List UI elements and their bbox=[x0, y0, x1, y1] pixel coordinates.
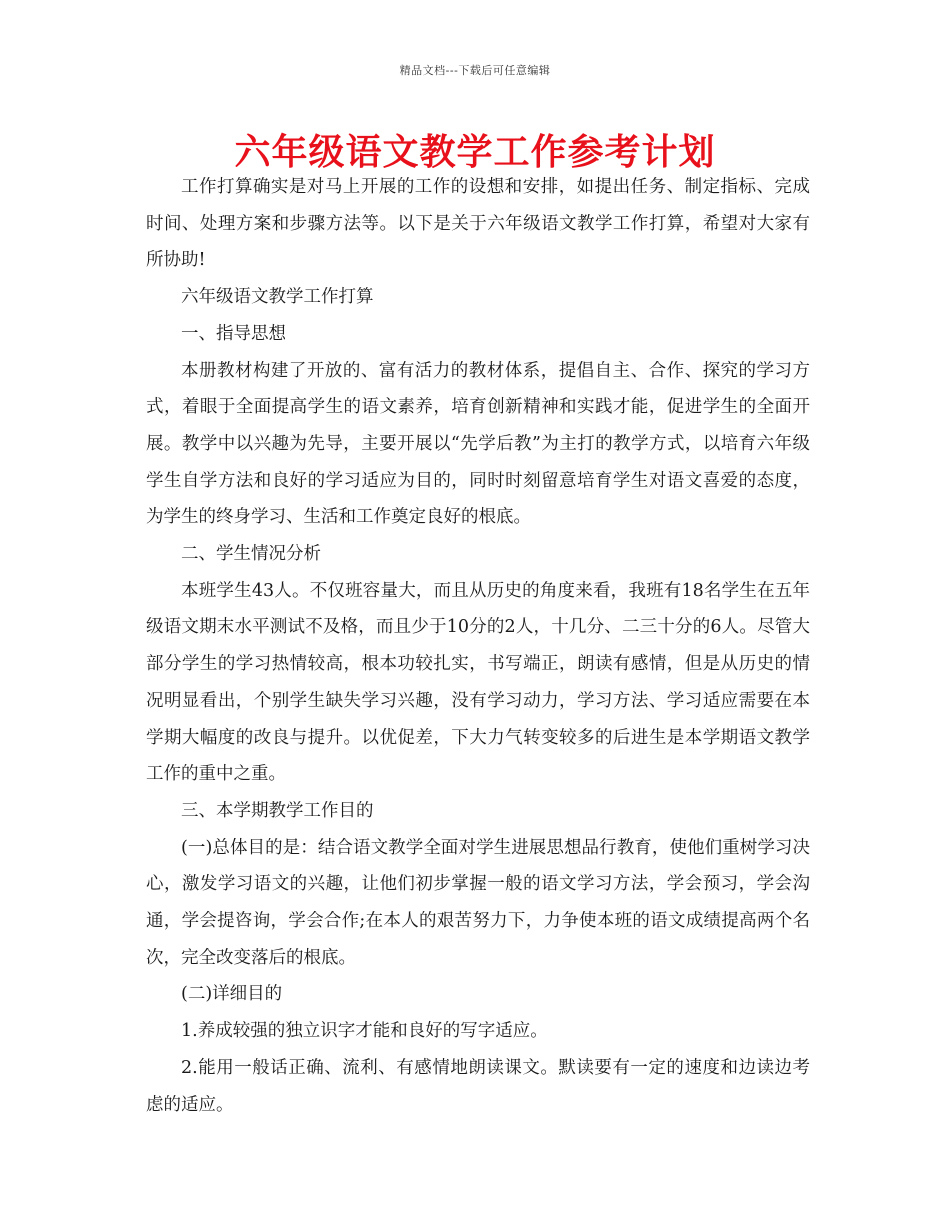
paragraph-guiding-ideas: 本册教材构建了开放的、富有活力的教材体系，提倡自主、合作、探究的学习方式，着眼于全面提高学生的语文素养，培育创新精神和实践才能，促进学生的全面开展。教学中以兴趣为先导，主要开展以“先学后教”为主打的教学方式，以培育六年级学生自学方法和良好的学习适应为目的，同时时刻留意培育学生对语文喜爱的态度，为学生的终身学习、生活和工作奠定良好的根底。 bbox=[146, 360, 810, 528]
paragraph-subtitle: 六年级语文教学工作打算 bbox=[181, 287, 374, 308]
paragraph-overall-goal: (一)总体目的是：结合语文教学全面对学生进展思想品行教育，使他们重树学习决心，激发学习语文的兴趣，让他们初步掌握一般的语文学习方法，学会预习，学会沟通，学会提咨询，学会合作;在本人的艰苦努力下，力争使本班的语文成绩提高两个名次，完全改变落后的根底。 bbox=[146, 837, 810, 968]
list-item-goal-2: 2.能用一般话正确、流利、有感情地朗读课文。默读要有一定的速度和边读边考虑的适应。 bbox=[146, 1057, 810, 1115]
section-heading-student-analysis: 二、学生情况分析 bbox=[181, 544, 321, 565]
section-heading-guiding-ideas: 一、指导思想 bbox=[181, 323, 286, 344]
document-title: 六年级语文教学工作参考计划 bbox=[234, 132, 716, 173]
subheading-detailed-goals: (二)详细目的 bbox=[181, 984, 283, 1005]
running-header: 精品文档---下载后可任意编辑 bbox=[399, 64, 551, 77]
paragraph-student-analysis: 本班学生43人。不仅班容量大，而且从历史的角度来看，我班有18名学生在五年级语文期末水平测试不及格，而且少于10分的2人，十几分、二三十分的6人。尽管大部分学生的学习热情较高，根本功较扎实，书写端正，朗读有感情，但是从历史的情况明显看出，个别学生缺失学习兴趣，没有学习动力，学习方法、学习适应需要在本学期大幅度的改良与提升。以优促差，下大力气转变较多的后进生是本学期语文教学工作的重中之重。 bbox=[146, 580, 810, 785]
paragraph-intro: 工作打算确实是对马上开展的工作的设想和安排，如提出任务、制定指标、完成时间、处理方案和步骤方法等。以下是关于六年级语文教学工作打算，希望对大家有所协助! bbox=[146, 177, 810, 271]
list-item-goal-1: 1.养成较强的独立识字才能和良好的写字适应。 bbox=[181, 1021, 548, 1042]
section-heading-teaching-goals: 三、本学期教学工作目的 bbox=[181, 800, 374, 821]
document-body bbox=[146, 169, 810, 1123]
